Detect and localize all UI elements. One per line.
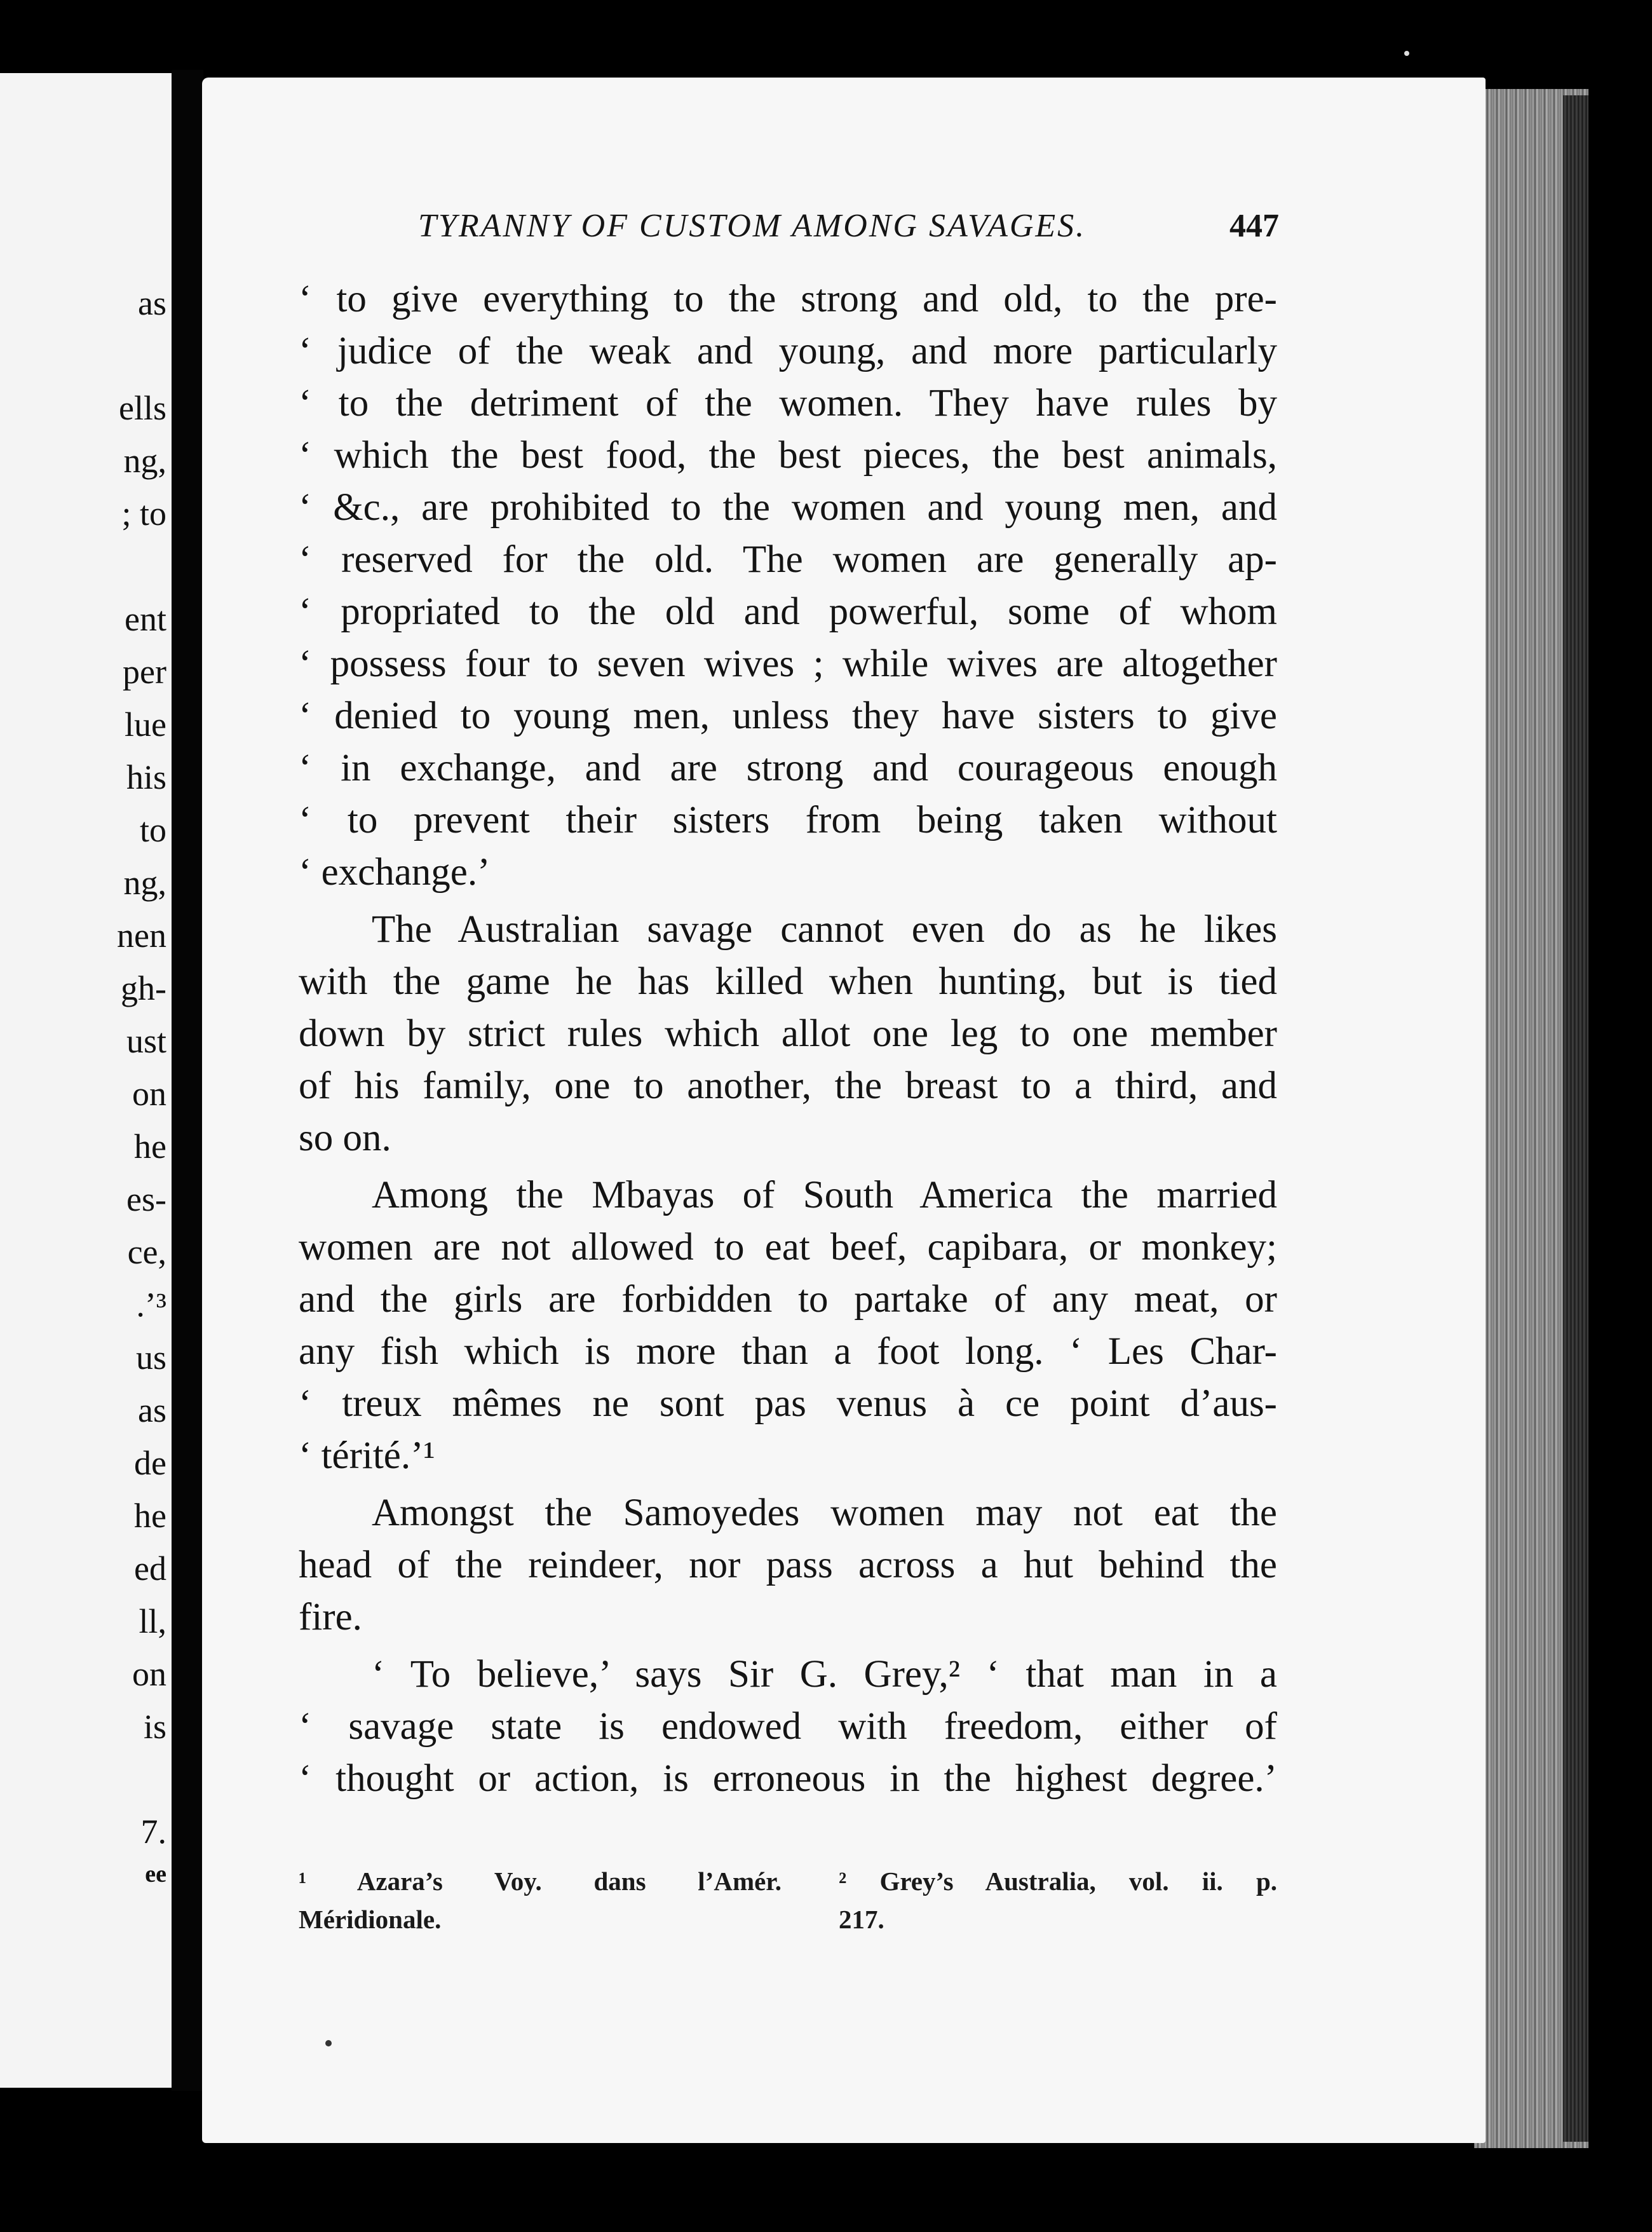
left-fragment-line: as (138, 1391, 166, 1429)
text-line: The Australian savage cannot even do as he likes (372, 908, 1277, 951)
text-line: head of the reindeer, nor pass across a hut behind the (299, 1544, 1277, 1586)
text-line: with the game he has killed when hunting, but is tied (299, 960, 1277, 1003)
text-line: ‘ to prevent their sisters from being taken without (299, 799, 1277, 841)
text-line: of his family, one to another, the breast to a third, and (299, 1065, 1277, 1107)
left-fragment-line: lue (125, 705, 166, 744)
footnote-text: 217. (839, 1905, 884, 1934)
left-fragment-line: to (139, 811, 166, 849)
text-line: ‘ térité.’¹ (299, 1434, 435, 1477)
left-fragment-line: ells (119, 389, 166, 427)
dust-speck (1404, 51, 1409, 56)
text-line: ‘ thought or action, is erroneous in the highest degree.’ (299, 1757, 1277, 1800)
text-line: down by strict rules which allot one leg to one member (299, 1012, 1277, 1055)
footnote-1 (299, 1862, 782, 1938)
left-fragment-line: his (126, 758, 166, 796)
left-fragment-line: on (132, 1075, 166, 1113)
text-line: ‘ in exchange, and are strong and courageous enough (299, 747, 1277, 789)
text-line: ‘ treux mêmes ne sont pas venus à ce point d’aus- (299, 1382, 1277, 1425)
text-line: ‘ propriated to the old and powerful, some of whom (299, 590, 1277, 633)
footnote-text: Méridionale. (299, 1905, 442, 1934)
left-fragment-line: ust (126, 1022, 166, 1060)
text-line: ‘ savage state is endowed with freedom, either of (299, 1705, 1277, 1748)
left-fragment-line: ce, (127, 1233, 166, 1271)
left-fragment-line: ; to (121, 494, 166, 533)
text-line: ‘ To believe,’ says Sir G. Grey,² ‘ that man in a (372, 1653, 1277, 1696)
left-fragment-line: 7. (140, 1813, 166, 1851)
footnote-text: ² Grey’s Australia, vol. ii. p. (839, 1867, 1277, 1896)
left-fragment-line: on (132, 1655, 166, 1693)
text-line: ‘ &c., are prohibited to the women and young men, and (299, 486, 1277, 529)
left-fragment-line: he (134, 1497, 166, 1535)
footnote-2 (839, 1862, 1277, 1938)
text-line: ‘ judice of the weak and young, and more particularly (299, 330, 1277, 372)
text-line: Among the Mbayas of South America the married (372, 1174, 1277, 1216)
text-line: ‘ which the best food, the best pieces, the best animals, (299, 434, 1277, 477)
left-fragment-line: ll, (139, 1602, 166, 1640)
text-line: ‘ to give everything to the strong and old, to the pre- (299, 278, 1277, 320)
text-line: and the girls are forbidden to partake of any meat, or (299, 1278, 1277, 1321)
text-line: ‘ exchange.’ (299, 851, 491, 894)
left-fragment-line: ed (134, 1549, 166, 1588)
left-fragment-line: ent (125, 600, 166, 638)
text-line: ‘ possess four to seven wives ; while wives are altogether (299, 643, 1277, 685)
running-head: TYRANNY OF CUSTOM AMONG SAVAGES. (418, 208, 1087, 244)
text-line: any fish which is more than a foot long. ‘ Les Char- (299, 1330, 1277, 1373)
left-fragment-line: per (123, 653, 166, 691)
left-fragment-line: ng, (123, 442, 166, 480)
left-fragment-line: nen (117, 916, 166, 955)
text-line: fire. (299, 1596, 362, 1638)
left-fragment-line: gh- (121, 969, 166, 1007)
left-fragment-line: ng, (123, 864, 166, 902)
text-line: so on. (299, 1117, 391, 1159)
left-fragment-line: ee (145, 1861, 166, 1888)
left-fragment-line: de (134, 1444, 166, 1482)
left-page-fragment (0, 73, 172, 2088)
text-line: ‘ reserved for the old. The women are generally ap- (299, 538, 1277, 581)
text-line: Amongst the Samoyedes women may not eat the (372, 1492, 1277, 1534)
page-edge-shadow (1563, 95, 1588, 2142)
left-fragment-line: as (138, 284, 166, 322)
text-line: ‘ to the detriment of the women. They have rules by (299, 382, 1277, 425)
footnote-text: ¹ Azara’s Voy. dans l’Amér. (299, 1867, 782, 1896)
left-fragment-line: .’³ (136, 1286, 166, 1324)
left-fragment-line: es- (126, 1180, 166, 1218)
book-gutter (172, 70, 203, 2091)
left-fragment-line: us (135, 1338, 166, 1377)
left-fragment-line: he (134, 1127, 166, 1166)
text-line: women are not allowed to eat beef, capibara, or monkey; (299, 1226, 1277, 1269)
ink-speck (325, 2040, 332, 2046)
page-number: 447 (1229, 208, 1279, 244)
text-line: ‘ denied to young men, unless they have sisters to give (299, 695, 1277, 737)
body-text (299, 273, 1277, 1805)
left-fragment-line: is (143, 1708, 166, 1746)
